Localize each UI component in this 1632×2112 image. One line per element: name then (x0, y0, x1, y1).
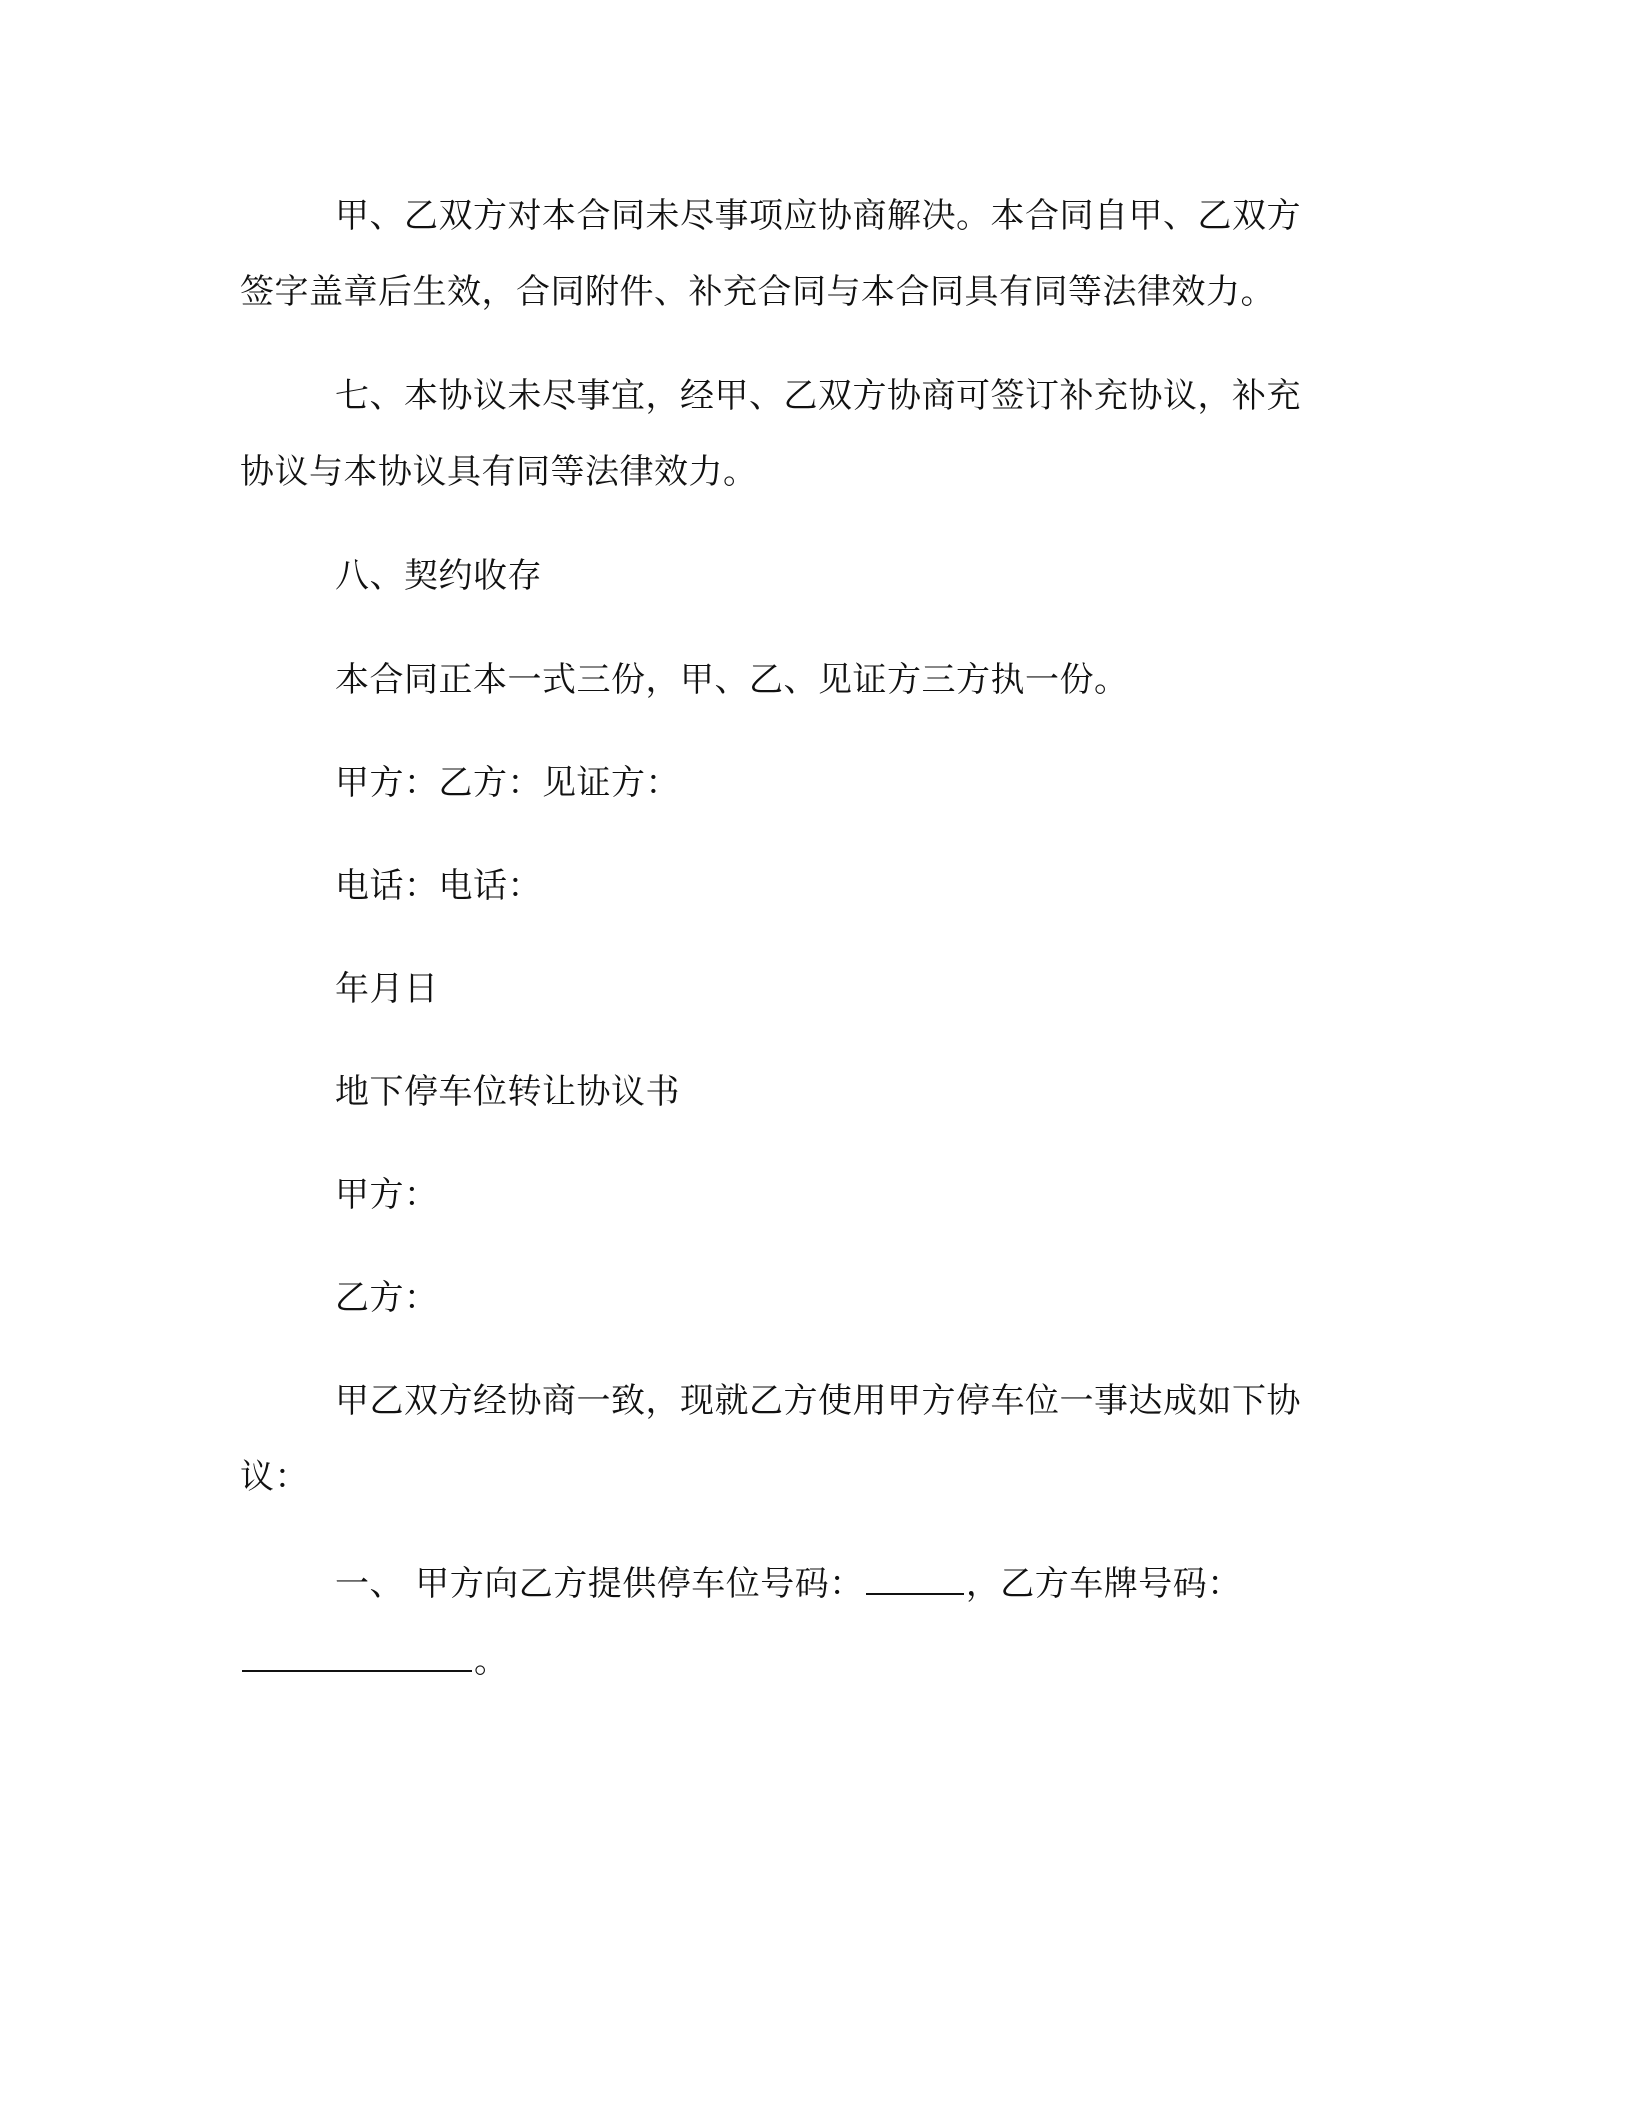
paragraph-line: 甲、乙双方对本合同未尽事项应协商解决。本合同自甲、乙双方 (335, 196, 1301, 236)
clause-one-end: 。 (474, 1641, 509, 1681)
parking-number-blank (866, 1563, 964, 1595)
paragraph-line: 甲乙双方经协商一致，现就乙方使用甲方停车位一事达成如下协 (335, 1381, 1301, 1421)
clause-one-line-2 (240, 1640, 509, 1681)
signature-line: 甲方：乙方：见证方： (335, 763, 680, 803)
phone-line: 电话：电话： (335, 866, 542, 906)
party-a-line: 甲方： (335, 1175, 439, 1215)
document-title: 地下停车位转让协议书 (335, 1072, 680, 1112)
clause-one-line (335, 1563, 1242, 1604)
plate-number-blank (242, 1640, 472, 1672)
date-line: 年月日 (335, 969, 439, 1009)
section-heading: 八、契约收存 (335, 556, 542, 596)
clause-one-text-2: ，乙方车牌号码： (965, 1564, 1242, 1604)
paragraph-line: 议： (240, 1457, 309, 1497)
clause-one-text: 一、 甲方向乙方提供停车位号码： (335, 1564, 864, 1604)
paragraph-line: 七、本协议未尽事宜，经甲、乙双方协商可签订补充协议，补充 (335, 376, 1301, 416)
paragraph-line: 本合同正本一式三份，甲、乙、见证方三方执一份。 (335, 660, 1129, 700)
party-b-line: 乙方： (335, 1278, 439, 1318)
paragraph-line: 协议与本协议具有同等法律效力。 (240, 452, 758, 492)
paragraph-line: 签字盖章后生效，合同附件、补充合同与本合同具有同等法律效力。 (240, 272, 1275, 312)
